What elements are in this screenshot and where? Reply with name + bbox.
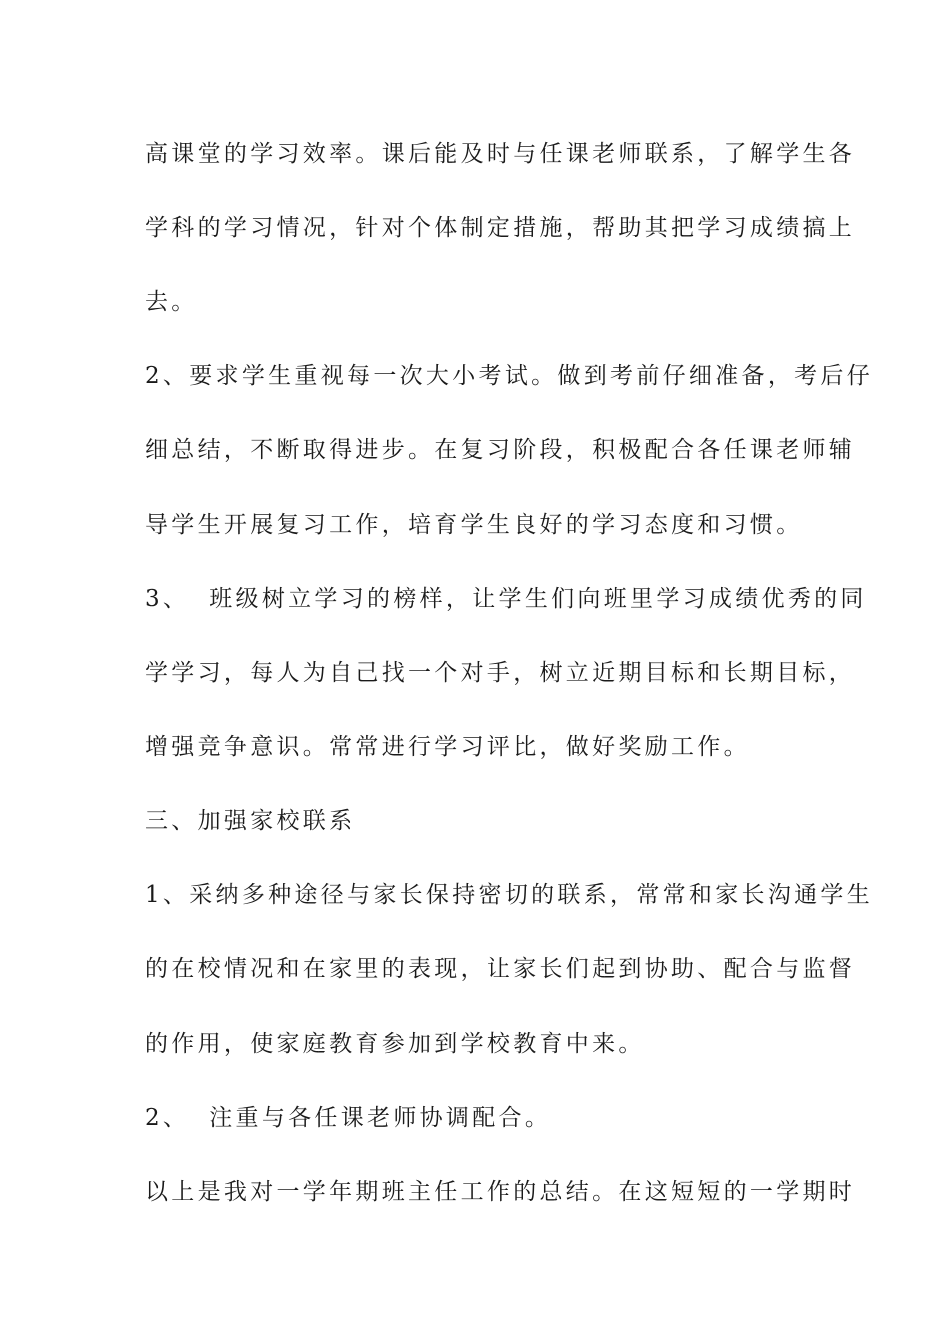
paragraph-line: 以上是我对一学年期班主任工作的总结。在这短短的一学期时 — [145, 1179, 856, 1205]
list-item-3-line — [145, 584, 867, 614]
list-number: 2、 — [145, 1105, 190, 1131]
paragraph-line: 学学习，每人为自己找一个对手，树立近期目标和长期目标， — [145, 660, 856, 686]
list-number: 3、 — [145, 586, 190, 612]
paragraph-line: 去。 — [145, 289, 198, 315]
list-item-text: 班级树立学习的榜样，让学生们向班里学习成绩优秀的同 — [209, 586, 867, 612]
list-item-2b-line — [145, 1103, 815, 1133]
list-item-text: 注重与各任课老师协调配合。 — [209, 1105, 552, 1131]
section-heading: 三、加强家校联系 — [145, 808, 356, 834]
paragraph-line: 增强竞争意识。常常进行学习评比，做好奖励工作。 — [145, 734, 750, 760]
list-item-1-line: 1、采纳多种途径与家长保持密切的联系，常常和家长沟通学生 — [145, 882, 874, 908]
paragraph-line: 学科的学习情况，针对个体制定措施，帮助其把学习成绩搞上 — [145, 215, 856, 241]
paragraph-line: 的在校情况和在家里的表现，让家长们起到协助、配合与监督 — [145, 956, 856, 982]
paragraph-line: 细总结，不断取得进步。在复习阶段，积极配合各任课老师辅 — [145, 437, 856, 463]
paragraph-line: 高课堂的学习效率。课后能及时与任课老师联系，了解学生各 — [145, 141, 856, 167]
list-item-2-line: 2、要求学生重视每一次大小考试。做到考前仔细准备，考后仔 — [145, 363, 874, 389]
paragraph-line: 的作用，使家庭教育参加到学校教育中来。 — [145, 1031, 645, 1057]
paragraph-line: 导学生开展复习工作，培育学生良好的学习态度和习惯。 — [145, 512, 803, 538]
